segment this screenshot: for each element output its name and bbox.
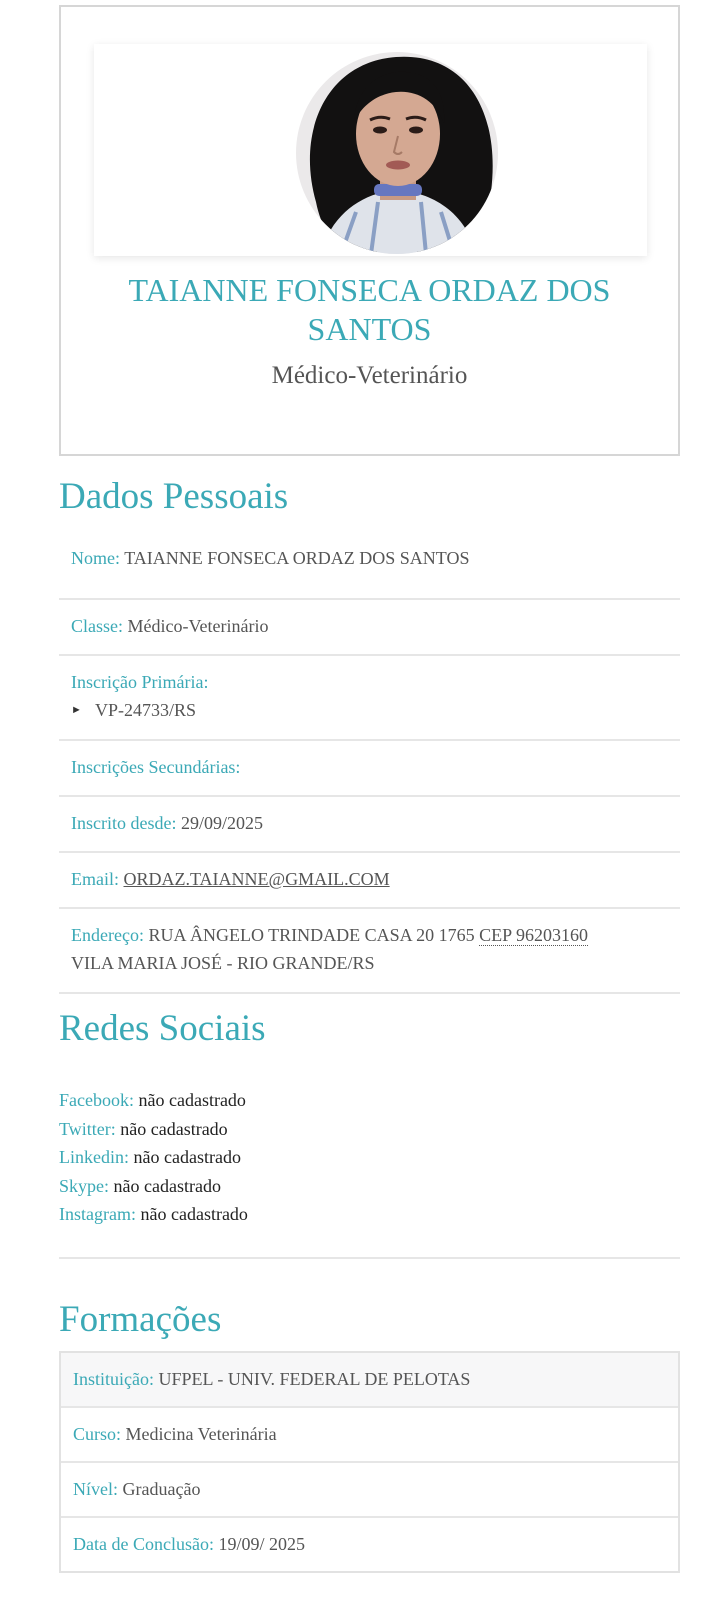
social-title: Redes Sociais xyxy=(59,1008,266,1049)
social-item-twitter xyxy=(59,1115,248,1144)
social-item-facebook xyxy=(59,1086,248,1115)
address-cep: CEP 96203160 xyxy=(479,925,588,945)
social-item-instagram xyxy=(59,1200,248,1229)
address-city: VILA MARIA JOSÉ - RIO GRANDE/RS xyxy=(71,953,375,973)
profile-card xyxy=(59,5,680,456)
profile-class: Médico-Veterinário xyxy=(271,362,468,389)
registered-since-value: 29/09/2025 xyxy=(180,813,263,833)
profile-name: TAIANNE FONSECA ORDAZ DOS SANTOS xyxy=(128,272,611,347)
name-row xyxy=(59,544,680,600)
primary-registration-label: Inscrição Primária: xyxy=(71,672,209,692)
secondary-registration-row xyxy=(59,741,680,797)
institution-label: Instituição: xyxy=(73,1369,154,1389)
social-label: Skype: xyxy=(59,1175,110,1196)
class-value: Médico-Veterinário xyxy=(127,616,269,636)
class-row xyxy=(59,600,680,656)
completion-value: 19/09/ 2025 xyxy=(218,1534,305,1554)
formations-table xyxy=(59,1351,680,1573)
social-list xyxy=(59,1086,248,1229)
level-value: Graduação xyxy=(122,1479,201,1499)
social-label: Linkedin: xyxy=(59,1147,129,1167)
social-item-skype xyxy=(59,1172,248,1201)
email-link[interactable]: ORDAZ.TAIANNE@GMAIL.COM xyxy=(123,869,390,889)
social-value: não cadastrado xyxy=(138,1090,246,1110)
social-label: Instagram: xyxy=(59,1204,136,1224)
institution-row xyxy=(61,1353,678,1408)
primary-registration-value: VP-24733/RS xyxy=(95,700,197,720)
social-value: não cadastrado xyxy=(133,1147,241,1167)
bullet-triangle-icon: ► xyxy=(71,704,82,716)
social-label: Twitter: xyxy=(59,1118,116,1139)
photo-panel xyxy=(94,44,647,256)
address-label: Endereço: xyxy=(71,925,144,945)
personal-data-title: Dados Pessoais xyxy=(59,476,289,517)
email-label: Email: xyxy=(71,869,119,889)
social-value: não cadastrado xyxy=(120,1118,228,1139)
institution-value: UFPEL - UNIV. FEDERAL DE PELOTAS xyxy=(158,1369,471,1389)
course-value: Medicina Veterinária xyxy=(125,1424,277,1444)
primary-registration-row xyxy=(59,656,680,741)
completion-row xyxy=(61,1518,678,1571)
completion-label: Data de Conclusão: xyxy=(73,1534,214,1554)
formations-title: Formações xyxy=(59,1299,222,1340)
social-value: não cadastrado xyxy=(113,1175,221,1196)
secondary-registration-label: Inscrições Secundárias: xyxy=(71,757,241,777)
name-label: Nome: xyxy=(71,548,120,568)
course-row xyxy=(61,1408,678,1463)
registered-since-label: Inscrito desde: xyxy=(71,813,177,833)
class-label: Classe: xyxy=(71,616,123,636)
personal-data-list xyxy=(59,544,680,994)
primary-registration-item xyxy=(71,696,668,724)
address-street: RUA ÂNGELO TRINDADE CASA 20 1765 xyxy=(148,925,475,945)
profile-photo xyxy=(296,52,498,254)
registered-since-row xyxy=(59,797,680,853)
section-divider xyxy=(59,1257,680,1259)
social-item-linkedin xyxy=(59,1143,248,1172)
social-label: Facebook: xyxy=(59,1090,134,1110)
level-row xyxy=(61,1463,678,1518)
social-value: não cadastrado xyxy=(140,1204,248,1224)
level-label: Nível: xyxy=(73,1479,118,1499)
name-value: TAIANNE FONSECA ORDAZ DOS SANTOS xyxy=(124,548,470,568)
email-row xyxy=(59,853,680,909)
course-label: Curso: xyxy=(73,1424,122,1444)
address-row xyxy=(59,909,680,994)
